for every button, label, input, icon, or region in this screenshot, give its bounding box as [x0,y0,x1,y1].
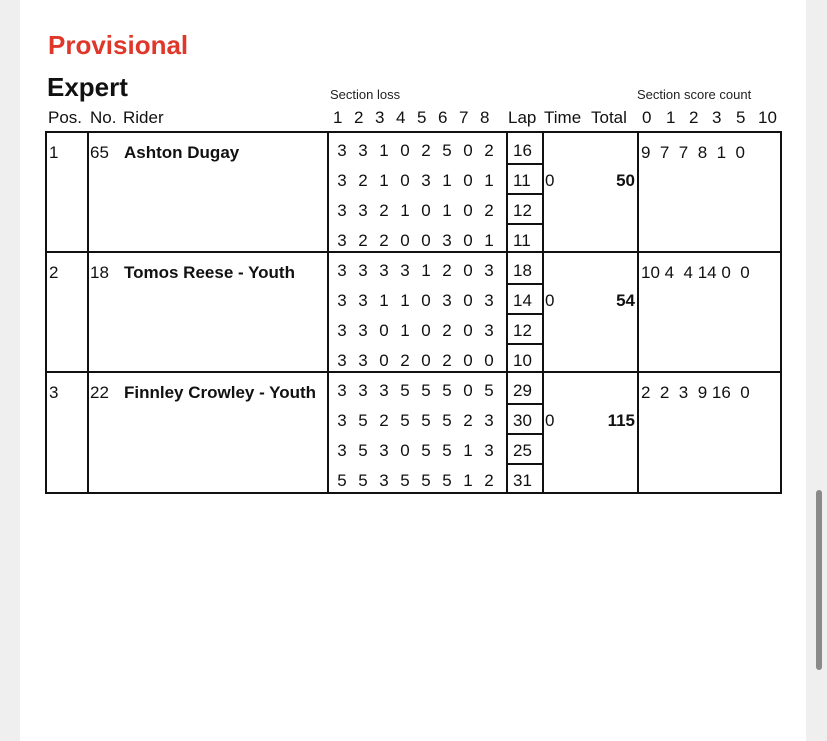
section-score: 0 [463,381,473,400]
section-score: 3 [421,171,431,190]
section-score: 0 [421,201,431,220]
column-lap: Lap [508,108,537,127]
score-counts: 2 2 3 9 16 0 [641,383,750,402]
section-score: 5 [358,471,368,490]
section-score: 3 [337,171,347,190]
section-score: 1 [484,231,494,250]
column-header-row [20,108,806,130]
lap-total: 10 [513,351,532,370]
lap-column-divider [542,133,544,251]
section-score: 3 [484,291,494,310]
section-score: 3 [442,231,452,250]
column-section-7: 7 [459,108,469,127]
column-divider [87,133,89,251]
section-score: 2 [379,201,389,220]
section-score: 3 [337,141,347,160]
section-score: 3 [379,381,389,400]
section-score: 0 [463,351,473,370]
section-score: 1 [463,471,473,490]
section-score: 2 [400,351,410,370]
column-no: No. [90,108,117,127]
column-divider [327,253,329,371]
section-score: 1 [379,291,389,310]
section-score: 3 [442,291,452,310]
lap-column-divider [506,133,508,251]
section-score: 3 [484,321,494,340]
column-section-1: 1 [333,108,343,127]
column-section-2: 2 [354,108,364,127]
section-score: 0 [463,261,473,280]
section-score: 3 [358,321,368,340]
column-divider [637,133,639,251]
column-divider [637,373,639,492]
section-score: 0 [463,141,473,160]
section-score: 1 [400,291,410,310]
rider-time: 0 [545,411,555,430]
column-section-4: 4 [396,108,406,127]
rider-total: 54 [616,291,635,310]
section-score-count-label: Section score count [637,87,752,102]
section-score: 3 [379,471,389,490]
section-score: 5 [358,441,368,460]
lap-total: 25 [513,441,532,460]
column-divider [637,253,639,371]
section-score: 1 [421,261,431,280]
section-score: 3 [358,291,368,310]
section-score: 1 [484,171,494,190]
section-loss-label: Section loss [330,87,401,102]
column-time: Time [544,108,582,127]
section-score: 0 [379,321,389,340]
section-score: 3 [337,351,347,370]
section-score: 1 [442,171,452,190]
section-score: 0 [463,171,473,190]
results-table [45,131,782,494]
section-score: 5 [442,141,452,160]
rider-name: Ashton Dugay [124,143,240,162]
section-score: 3 [358,381,368,400]
section-score: 5 [337,471,347,490]
section-score: 5 [358,411,368,430]
lap-total: 16 [513,141,532,160]
lap-row-divider [506,283,544,285]
rider-number: 22 [90,383,109,402]
lap-row-divider [506,403,544,405]
scrollbar[interactable] [816,490,822,670]
lap-row-divider [506,433,544,435]
column-count-3: 3 [712,108,722,127]
section-score: 0 [400,441,410,460]
lap-total: 30 [513,411,532,430]
lap-row-divider [506,313,544,315]
column-divider [327,373,329,492]
rider-position: 3 [49,383,59,402]
rider-name: Finnley Crowley - Youth [124,383,317,402]
rider-time: 0 [545,291,555,310]
lap-total: 29 [513,381,532,400]
section-score: 3 [337,441,347,460]
column-total: Total [591,108,627,127]
section-score: 0 [421,231,431,250]
column-count-2: 2 [689,108,699,127]
lap-row-divider [506,463,544,465]
lap-total: 31 [513,471,532,490]
section-score: 1 [400,321,410,340]
section-score: 5 [442,441,452,460]
section-score: 5 [442,381,452,400]
section-score: 0 [379,351,389,370]
section-score: 0 [463,231,473,250]
lap-column-divider [542,253,544,371]
column-pos: Pos. [48,108,83,127]
section-score: 2 [484,201,494,220]
rider-time: 0 [545,171,555,190]
rider-number: 18 [90,263,109,282]
rider-number: 65 [90,143,109,162]
section-score: 5 [484,381,494,400]
column-count-0: 0 [642,108,652,127]
section-score: 0 [463,291,473,310]
column-count-5: 5 [736,108,746,127]
section-score: 3 [484,261,494,280]
lap-total: 12 [513,201,532,220]
section-score: 3 [337,381,347,400]
section-score: 3 [358,261,368,280]
column-divider [87,253,89,371]
section-score: 0 [463,201,473,220]
section-score: 5 [421,471,431,490]
section-score: 0 [484,351,494,370]
section-score: 3 [358,141,368,160]
column-count-10: 10 [758,108,777,127]
section-score: 1 [379,171,389,190]
section-score: 3 [337,231,347,250]
section-score: 5 [400,471,410,490]
section-score: 5 [421,411,431,430]
results-page [20,0,806,741]
lap-total: 11 [513,231,531,250]
lap-total: 12 [513,321,532,340]
section-score: 2 [484,471,494,490]
rider-row [47,133,780,253]
section-score: 3 [379,441,389,460]
section-score: 0 [421,351,431,370]
section-score: 2 [463,411,473,430]
lap-total: 14 [513,291,532,310]
column-section-8: 8 [480,108,490,127]
section-score: 0 [400,171,410,190]
column-section-5: 5 [417,108,427,127]
rider-total: 115 [607,411,635,430]
section-score: 2 [442,261,452,280]
section-score: 5 [400,411,410,430]
lap-row-divider [506,193,544,195]
section-score: 1 [442,201,452,220]
section-score: 2 [358,171,368,190]
column-count-1: 1 [666,108,676,127]
section-score: 3 [337,291,347,310]
score-counts: 9 7 7 8 1 0 [641,143,745,162]
column-section-6: 6 [438,108,448,127]
section-score: 0 [400,231,410,250]
column-divider [327,133,329,251]
section-score: 0 [421,321,431,340]
section-score: 1 [463,441,473,460]
section-score: 5 [421,381,431,400]
section-score: 5 [442,471,452,490]
column-section-3: 3 [375,108,385,127]
section-score: 2 [421,141,431,160]
section-score: 1 [400,201,410,220]
section-score: 2 [442,321,452,340]
rider-row [47,373,780,492]
section-score: 3 [400,261,410,280]
section-score: 3 [379,261,389,280]
section-score: 2 [358,231,368,250]
section-score: 2 [442,351,452,370]
section-score: 0 [421,291,431,310]
section-score: 3 [484,441,494,460]
section-score: 3 [337,411,347,430]
lap-total: 18 [513,261,532,280]
class-title: Expert [47,72,128,102]
section-score: 3 [337,201,347,220]
section-score: 3 [358,201,368,220]
lap-column-divider [506,253,508,371]
section-score: 3 [358,351,368,370]
rider-position: 2 [49,263,59,282]
lap-row-divider [506,223,544,225]
score-counts: 10 4 4 14 0 0 [641,263,750,282]
section-score: 1 [379,141,389,160]
rider-position: 1 [49,143,59,162]
rider-name: Tomos Reese - Youth [124,263,295,282]
section-score: 5 [421,441,431,460]
section-score: 2 [379,231,389,250]
section-score: 0 [463,321,473,340]
section-score: 2 [484,141,494,160]
column-rider: Rider [123,108,164,127]
section-score: 5 [400,381,410,400]
section-score: 3 [337,321,347,340]
lap-row-divider [506,343,544,345]
column-divider [87,373,89,492]
section-score: 2 [379,411,389,430]
lap-row-divider [506,163,544,165]
section-score: 5 [442,411,452,430]
section-score: 3 [484,411,494,430]
rider-total: 50 [616,171,635,190]
section-score: 0 [400,141,410,160]
lap-total: 11 [513,171,531,190]
section-score: 3 [337,261,347,280]
status-label: Provisional [48,30,189,60]
rider-row [47,253,780,373]
